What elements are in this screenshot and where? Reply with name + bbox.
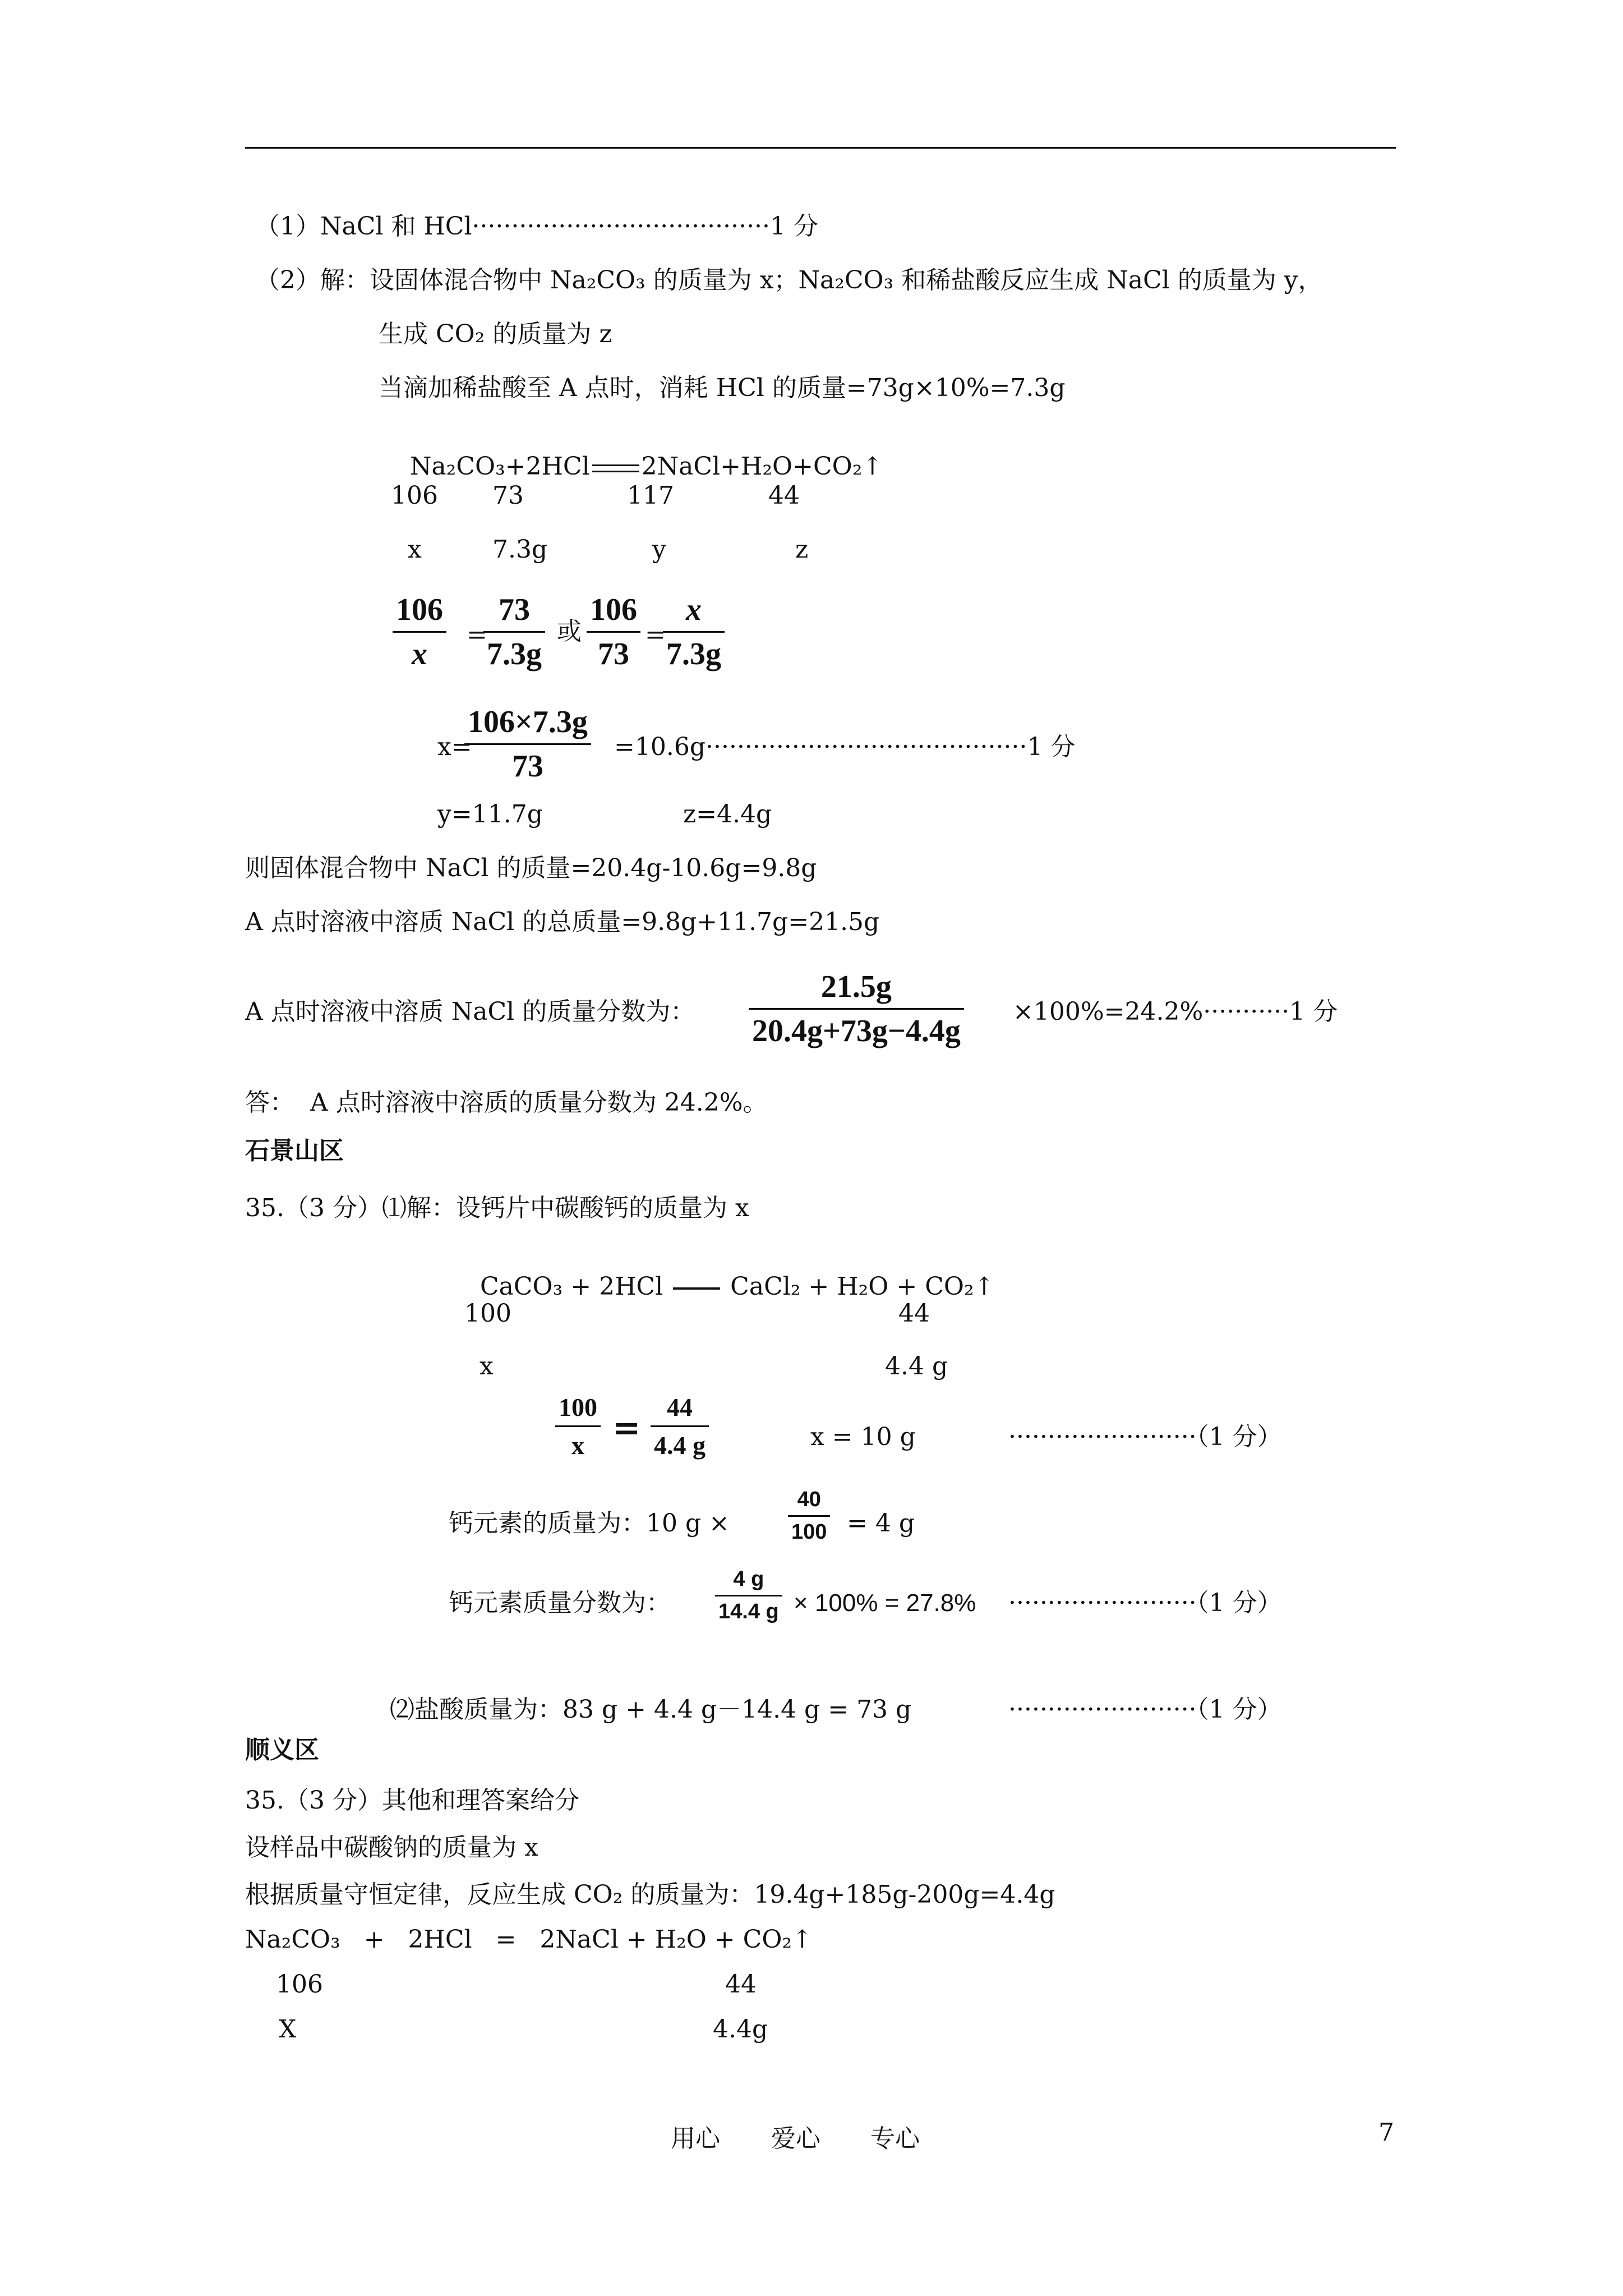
fraction-line-prefix: A 点时溶液中溶质 NaCl 的质量分数为： [245,997,695,1026]
nacl-total-line: A 点时溶液中溶质 NaCl 的总质量=9.8g+11.7g=21.5g [245,908,880,936]
shunyi-question: 35.（3 分）其他和理答案给分 [245,1786,579,1815]
ca-mass-suffix: = 4 g [847,1509,915,1538]
hcl-mass-line: ⑵盐酸质量为：83 g + 4.4 g－14.4 g = 73 g [390,1695,912,1724]
var-3: y [652,535,666,564]
equals-sign-double [592,464,639,472]
shunyi-line-1: 设样品中碳酸钠的质量为 x [245,1833,538,1862]
header-rule [245,147,1396,149]
ratio-frac-2: 73 7.3g [483,592,545,672]
ca-frac-suffix: × 100% = 27.8% [794,1589,976,1617]
line-part1: （1）NaCl 和 HCl······································1 分 [255,212,819,241]
sj-var-a: x [479,1352,494,1381]
equation-2-products: CaCl₂ + H₂O + CO₂↑ [730,1272,995,1301]
x-solve-result: =10.6g·········································1 分 [614,733,1076,761]
footer-text-2: 爱心 [771,2124,820,2153]
page-number: 7 [1378,2118,1394,2147]
equals-line [673,1287,720,1290]
ca-frac-prefix: 钙元素质量分数为： [449,1589,671,1617]
sy-coef-a: 106 [276,1970,323,1999]
line-co2-var: 生成 CO₂ 的质量为 z [379,320,612,348]
sj-score-2: ························（1 分） [1008,1589,1282,1617]
sj-coef-b: 44 [898,1299,930,1328]
equation-2-reactants: CaCO₃ + 2HCl [479,1272,663,1301]
fraction-line-result: ×100%=24.2%···········1 分 [1013,997,1338,1026]
mass-fraction-formula: 21.5g 20.4g+73g−4.4g [749,969,964,1049]
equals-2: = [645,620,666,649]
var-4: z [795,535,809,564]
section-title-shunyi: 顺义区 [245,1736,319,1764]
ratio-frac-1: 106 x [393,592,446,672]
sj-coef-a: 100 [464,1299,511,1328]
z-result: z=4.4g [683,800,772,829]
coef-1: 106 [391,481,438,510]
nacl-mass-line: 则固体混合物中 NaCl 的质量=20.4g-10.6g=9.8g [245,854,817,882]
line-solution-setup: （2）解：设固体混合物中 Na₂CO₃ 的质量为 x；Na₂CO₃ 和稀盐酸反应生成 NaCl 的质量为 y， [255,266,1323,295]
sj-ratio-equals: = [612,1409,641,1448]
shijingshan-question: 35.（3 分）⑴解：设钙片中碳酸钙的质量为 x [245,1194,749,1222]
footer-text-1: 用心 [671,2124,720,2153]
shunyi-line-2: 根据质量守恒定律，反应生成 CO₂ 的质量为：19.4g+185g-200g=4.4g [245,1880,1055,1909]
x-solve-fraction: 106×7.3g 73 [464,704,591,784]
sj-x-result: x = 10 g [810,1423,916,1451]
or-word: 或 [557,617,582,646]
coef-3: 117 [627,481,674,510]
ca-percent-fraction: 4 g 14.4 g [715,1567,782,1624]
ratio-frac-4: x 7.3g [663,592,725,672]
var-2: 7.3g [492,535,548,564]
var-1: x [408,535,422,564]
equation-products: 2NaCl+H₂O+CO₂↑ [641,452,883,481]
coef-4: 44 [768,481,800,510]
ratio-frac-3: 106 73 [587,592,640,672]
ca-mass-prefix: 钙元素的质量为：10 g × [449,1509,730,1538]
sy-var-b: 4.4g [713,2015,768,2044]
y-result: y=11.7g [437,800,543,829]
sj-ratio-left: 100 x [555,1392,601,1460]
sj-score-1: ························（1 分） [1008,1423,1282,1451]
equals-1: = [467,620,487,649]
chemical-equation-3: Na₂CO₃ + 2HCl = 2NaCl + H₂O + CO₂↑ [245,1925,813,1954]
sy-coef-b: 44 [725,1970,757,1999]
section-title-shijingshan: 石景山区 [245,1137,344,1165]
sy-var-a: X [279,2015,297,2044]
equation-reactants: Na₂CO₃+2HCl [409,452,590,481]
ca-mass-fraction: 40 100 [788,1488,830,1544]
sj-var-b: 4.4 g [885,1352,948,1381]
answer-line: 答： A 点时溶液中溶质的质量分数为 24.2%。 [245,1088,768,1117]
x-solve-prefix: x= [437,733,472,761]
coef-2: 73 [492,481,524,510]
sj-score-3: ························（1 分） [1008,1695,1282,1724]
line-hcl-consumed: 当滴加稀盐酸至 A 点时，消耗 HCl 的质量=73g×10%=7.3g [379,374,1066,402]
sj-ratio-right: 44 4.4 g [651,1392,709,1460]
footer-text-3: 专心 [870,2124,920,2153]
